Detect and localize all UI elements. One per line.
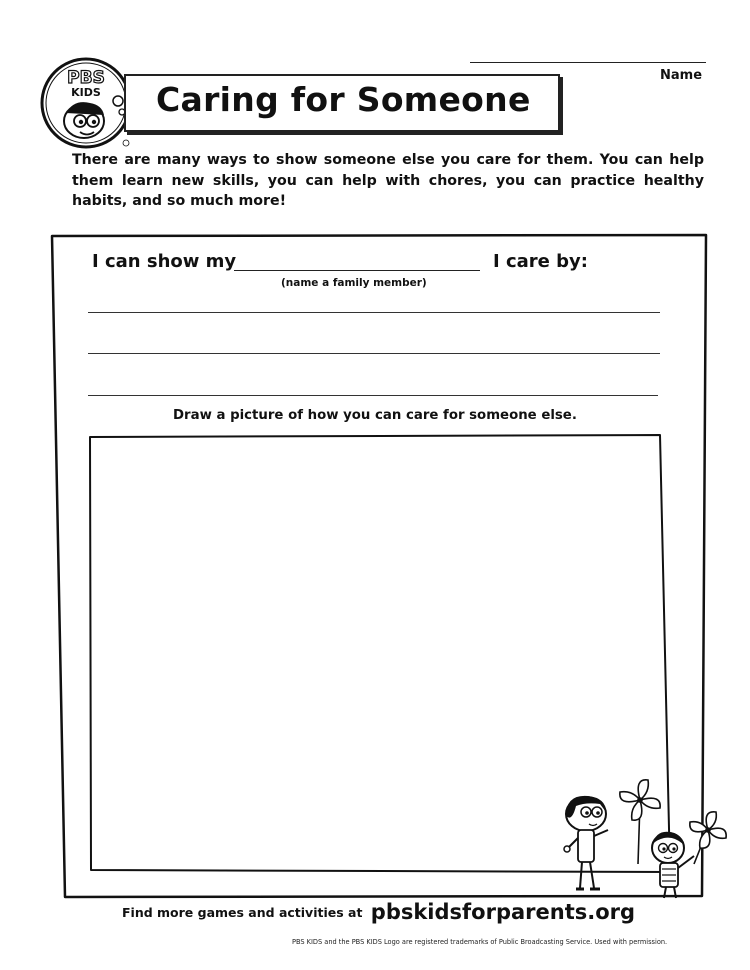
- writing-line-1[interactable]: [88, 312, 660, 313]
- writing-line-2[interactable]: [88, 353, 660, 354]
- name-write-line[interactable]: [470, 62, 706, 63]
- page-title: Caring for Someone: [156, 80, 531, 119]
- trademark-fine-print: PBS KIDS and the PBS KIDS Logo are registered trademarks of Public Broadcasting Service. Used with permission.: [292, 938, 668, 946]
- footer-url-link[interactable]: pbskidsforparents.org: [370, 900, 636, 924]
- logo-text-pbs: PBS: [67, 68, 105, 88]
- name-label: Name: [660, 68, 703, 83]
- prompt-tail: I care by:: [493, 251, 588, 272]
- family-member-hint: (name a family member): [281, 277, 427, 289]
- writing-line-3[interactable]: [88, 395, 658, 396]
- footer: [122, 900, 635, 924]
- intro-paragraph: There are many ways to show someone else you care for them. You can help them learn new skills, you can help with chores, you can practice healthy habits, and so much more!: [72, 152, 704, 209]
- draw-instruction: Draw a picture of how you can care for someone else.: [173, 408, 577, 423]
- family-member-blank[interactable]: [234, 270, 480, 271]
- logo-text-kids: KIDS: [71, 86, 101, 99]
- footer-text: Find more games and activities at: [122, 905, 363, 920]
- pbs-kids-logo-icon: [40, 55, 136, 151]
- prompt-lead: I can show my: [92, 251, 237, 272]
- kids-with-pinwheels-illustration: [556, 772, 736, 900]
